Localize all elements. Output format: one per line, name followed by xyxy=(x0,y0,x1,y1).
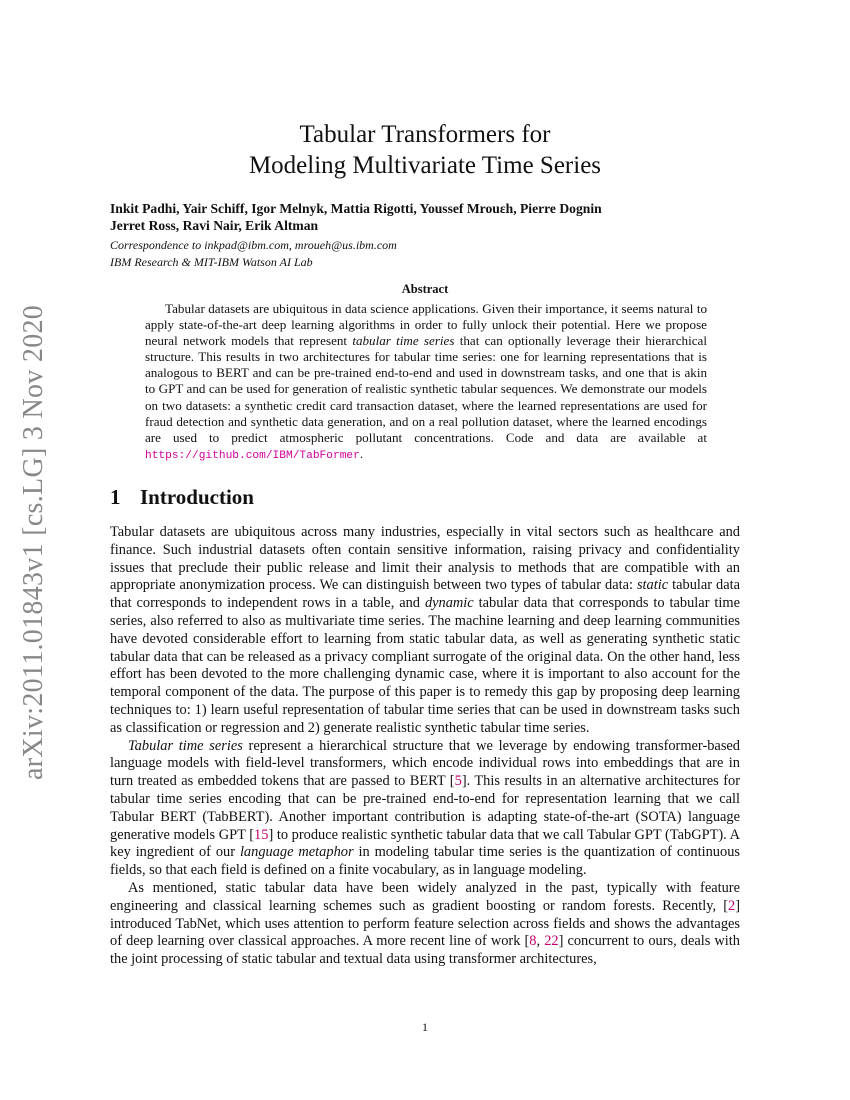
p1-emphasis-dynamic: dynamic xyxy=(424,595,474,612)
paragraph-3 xyxy=(110,880,740,969)
p2-text-d: in modeling tabular time series is the quantization of continuous fields, so that each field is defined on a finite vocabulary, as in language modeling. xyxy=(110,844,740,879)
authors-line-1: Inkit Padhi, Yair Schiff, Igor Melnyk, Mattia Rigotti, Youssef Mrouεh, Pierre Dognin xyxy=(110,201,602,216)
page-number: 1 xyxy=(422,1020,428,1034)
citation-link[interactable]: 8 xyxy=(529,933,537,950)
abstract-text-2: that can optionally leverage their hierarchical structure. This results in two architectures for tabular time series: one for learning representations that is analogous to BERT and can be pre-trained end-to-end and used in downstream tasks, and one that is akin to GPT and can be used for generation of realistic synthetic tabular sequences. We demonstrate our models on two datasets: a synthetic credit card transaction dataset, where the learned representations are used for fraud detection and synthetic data generation, and on a real pollution dataset, where the learned encodings are used to predict atmospheric pollutant concentrations. Code and data are available at xyxy=(145,333,707,445)
title-line-2: Modeling Multivariate Time Series xyxy=(248,152,602,179)
abstract-text-1: Tabular datasets are ubiquitous in data science applications. Given their importance, it seems natural to apply state-of-the-art deep learning algorithms in order to fully unlock their potential. Here we propose neural network models that represent xyxy=(145,301,707,349)
paragraph-1 xyxy=(110,524,740,738)
p2-text-a: represent a hierarchical structure that we leverage by endowing transformer-based language models with field-level transformers, which encode individual rows into embeddings that are in turn treated as embedded tokens that are passed to BERT [ xyxy=(110,737,740,790)
title-line-1: Tabular Transformers for xyxy=(299,121,551,148)
citation-separator: , xyxy=(536,933,545,950)
arxiv-identifier: arXiv:2011.01843v1 [cs.LG] 3 Nov 2020 xyxy=(18,304,49,780)
section-number: 1 xyxy=(110,485,121,509)
paragraph-2 xyxy=(110,738,740,880)
correspondence: Correspondence to inkpad@ibm.com, mroueh@us.ibm.com xyxy=(110,238,397,252)
p3-text-c: ] concurrent to ours, deals with the joint processing of static tabular and textual data using transformer architectures, xyxy=(110,933,740,968)
section-title: Introduction xyxy=(140,485,254,509)
p2-text-b: ]. This results in an alternative architectures for tabular time series encoding that can be pre-trained end-to-end for representation learning that we call Tabular BERT (TabBERT). Another important contribution is adapting state-of-the-art (SOTA) language generative models GPT [ xyxy=(110,773,740,843)
introduction-body xyxy=(110,524,740,969)
code-link[interactable]: https://github.com/IBM/TabFormer xyxy=(145,449,360,462)
p1-text-b: tabular data that corresponds to independent rows in a table, and xyxy=(110,577,741,612)
authors-line-2: Jerret Ross, Ravi Nair, Erik Altman xyxy=(110,218,319,233)
p3-text-a: As mentioned, static tabular data have been widely analyzed in the past, typically with feature engineering and classical learning schemes such as gradient boosting or random forests. Recently, [ xyxy=(110,879,740,914)
p1-text-c: tabular data that corresponds to tabular time series, also referred to also as multivariate time series. The machine learning and deep learning communities have devoted considerable effort to learning from static tabular data, as well as generating synthetic static tabular data that can be released as a privacy compliant surrogate of the original data. On the other hand, less effort has been devoted to the more challenging dynamic case, where it is important to also account for the temporal component of the data. The purpose of this paper is to remedy this gap by proposing deep learning techniques to: 1) learn useful representation of tabular time series that can be used in downstream tasks such as classification or regression and 2) generate realistic synthetic tabular time series. xyxy=(110,595,740,736)
paper-title xyxy=(0,119,850,181)
citation-link[interactable]: 2 xyxy=(728,897,736,914)
p2-emphasis-metaphor: language metaphor xyxy=(239,844,354,861)
p3-text-b: ] introduced TabNet, which uses attention to perform feature selection across fields and shows the advantages of deep learning over classical approaches. A more recent line of work [ xyxy=(110,897,740,950)
abstract-heading: Abstract xyxy=(401,282,449,296)
abstract-end: . xyxy=(359,445,364,461)
p2-text-c: ] to produce realistic synthetic tabular data that we call Tabular GPT (TabGPT). A key ingredient of our xyxy=(110,826,740,861)
citation-link[interactable]: 15 xyxy=(254,826,269,843)
p1-emphasis-static: static xyxy=(636,577,669,594)
abstract-emphasis: tabular time series xyxy=(352,333,455,349)
abstract-body xyxy=(145,301,707,464)
author-list xyxy=(110,200,750,234)
citation-link[interactable]: 5 xyxy=(454,773,462,790)
section-heading xyxy=(110,485,254,510)
citation-link[interactable]: 22 xyxy=(544,933,559,950)
affiliation: IBM Research & MIT-IBM Watson AI Lab xyxy=(110,255,313,269)
p2-emphasis-tabular: Tabular time series xyxy=(128,737,243,754)
p1-text-a: Tabular datasets are ubiquitous across many industries, especially in vital sectors such as healthcare and finance. Such industrial datasets often contain sensitive information, raising privacy and confidentiality issues that preclude their public release and limit their analysis to methods that are compatible with an appropriate anonymization process. We can distinguish between two types of tabular data: xyxy=(110,524,740,594)
